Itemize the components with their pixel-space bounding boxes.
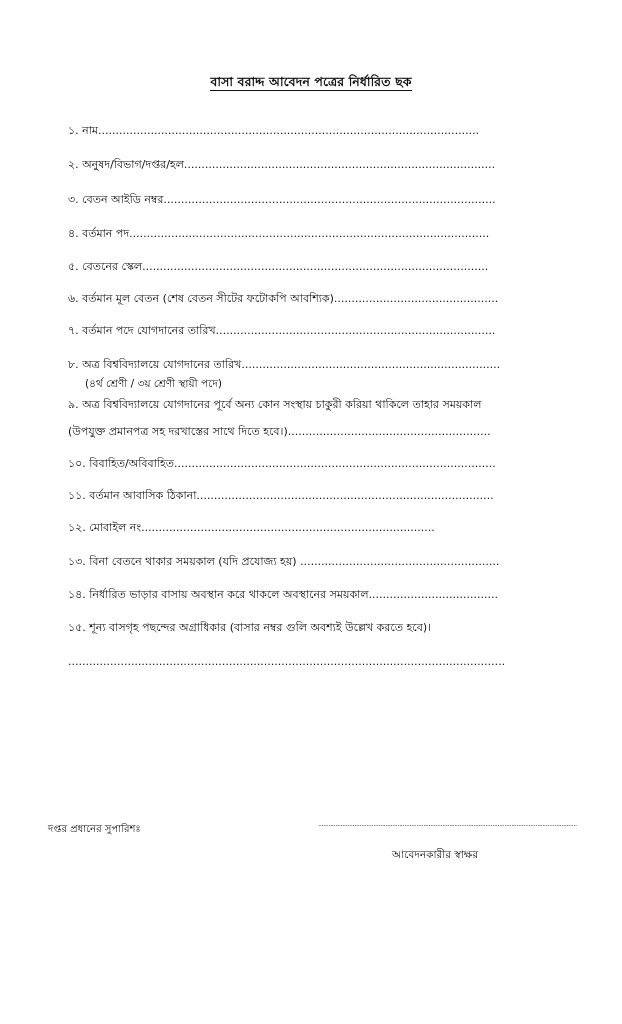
field-previous-service-note: (উপযুক্ত প্রমানপত্র সহ দরখাস্তের সাথে দিতে হবে।).......................................................... — [68, 425, 491, 438]
form-title — [0, 74, 622, 94]
signature-line: ...................................................................................................................................................... — [318, 820, 577, 828]
field-house-preference-blank: ............................................................................................................................. — [68, 655, 506, 668]
field-previous-service: ৯. অত্র বিশ্ববিদ্যালয়ে যোগদানের পূর্বে অন্য কোন সংস্থায় চাকুরী করিয়া থাকিলে তাহার সময়কাল — [68, 398, 482, 411]
field-post-joining-date: ৭. বর্তমান পদে যোগদানের তারিখ................................................................................ — [68, 324, 496, 337]
field-basic-salary: ৬. বর্তমান মূল বেতন (শেষ বেতন সীটের ফটোকপি আবশ্যিক)............................................... — [68, 292, 499, 305]
field-university-joining-date: ৮. অত্র বিশ্ববিদ্যালয়ে যোগদানের তারিখ.......................................................................... — [68, 358, 501, 371]
form-title-text: বাসা বরাদ্দ আবেদন পত্রের নির্ধারিত ছক — [210, 74, 412, 89]
field-current-post: ৪. বর্তমান পদ....................................................................................................... — [68, 227, 490, 240]
field-university-joining-note: (৪র্থ শ্রেণী / ৩য় শ্রেণী স্থায়ী পদে) — [85, 378, 222, 390]
field-rented-house-period: ১৪. নির্ধারিত ভাড়ার বাসায় অবস্থান করে থাকলে অবস্থানের সময়কাল..................................... — [68, 588, 498, 601]
field-name: ১. নাম............................................................................................................. — [68, 124, 480, 137]
field-unpaid-leave-period: ১৩. বিনা বেতনে থাকার সময়কাল (যদি প্রযোজ্য হয়) ......................................................... — [68, 555, 500, 568]
field-current-address: ১১. বর্তমান আবাসিক ঠিকানা..................................................................................... — [68, 489, 494, 502]
field-pay-scale: ৫. বেতনের স্কেল................................................................................................... — [68, 260, 489, 273]
field-faculty-department: ২. অনুষদ/বিভাগ/দপ্তর/হল......................................................................................... — [68, 158, 496, 171]
signature-label: আবেদনকারীর স্বাক্ষর — [392, 849, 479, 861]
field-salary-id: ৩. বেতন আইডি নম্বর............................................................................................... — [68, 193, 496, 206]
field-house-preference: ১৫. শূন্য বাসগৃহ পছন্দের অগ্রাধিকার (বাসার নম্বর গুলি অবশ্যই উল্লেখ করতে হবে)। — [68, 621, 432, 634]
field-mobile-number: ১২. মোবাইল নং.................................................................................... — [68, 521, 435, 534]
recommendation-label: দপ্তর প্রধানের সুপারিশঃ — [48, 824, 141, 835]
field-marital-status: ১০. বিবাহিত/অবিবাহিত............................................................................................ — [68, 457, 496, 470]
